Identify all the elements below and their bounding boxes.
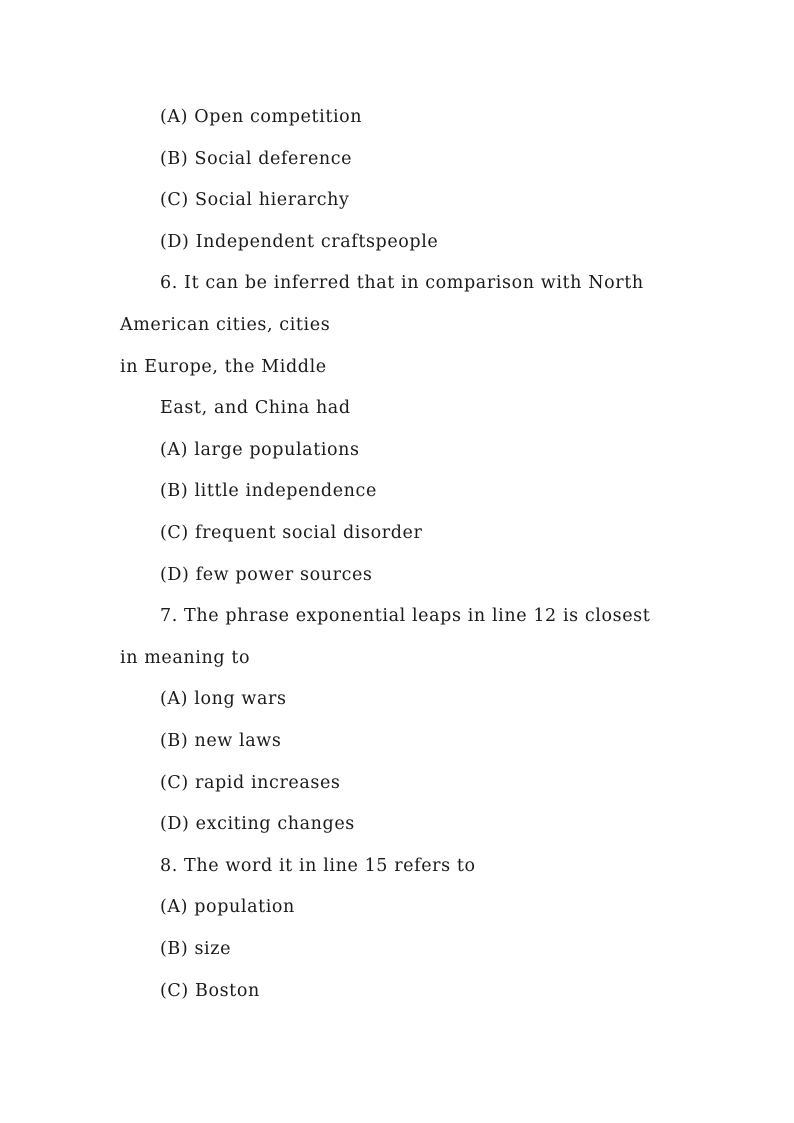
q5-option-c: (C) Social hierarchy <box>160 190 350 210</box>
q5-option-d: (D) Independent craftspeople <box>160 232 439 252</box>
q7-option-d: (D) exciting changes <box>160 814 355 834</box>
q6-stem-line1: 6. It can be inferred that in comparison with North <box>160 273 644 293</box>
q7-stem-line1: 7. The phrase exponential leaps in line 12 is closest <box>160 606 651 626</box>
q6-stem-line3: in Europe, the Middle <box>120 357 327 377</box>
q6-option-c: (C) frequent social disorder <box>160 523 423 543</box>
q6-stem-line2: American cities, cities <box>120 315 331 335</box>
q7-stem-line2: in meaning to <box>120 648 251 668</box>
q8-option-b: (B) size <box>160 939 232 959</box>
q7-option-c: (C) rapid increases <box>160 773 341 793</box>
q7-option-a: (A) long wars <box>160 689 287 709</box>
q6-option-b: (B) little independence <box>160 481 377 501</box>
q7-option-b: (B) new laws <box>160 731 282 751</box>
q6-stem-line4: East, and China had <box>160 398 351 418</box>
q5-option-a: (A) Open competition <box>160 107 363 127</box>
q6-option-d: (D) few power sources <box>160 565 373 585</box>
q6-option-a: (A) large populations <box>160 440 360 460</box>
q8-option-a: (A) population <box>160 897 295 917</box>
q5-option-b: (B) Social deference <box>160 149 353 169</box>
q8-stem-line1: 8. The word it in line 15 refers to <box>160 856 476 876</box>
q8-option-c: (C) Boston <box>160 981 260 1001</box>
